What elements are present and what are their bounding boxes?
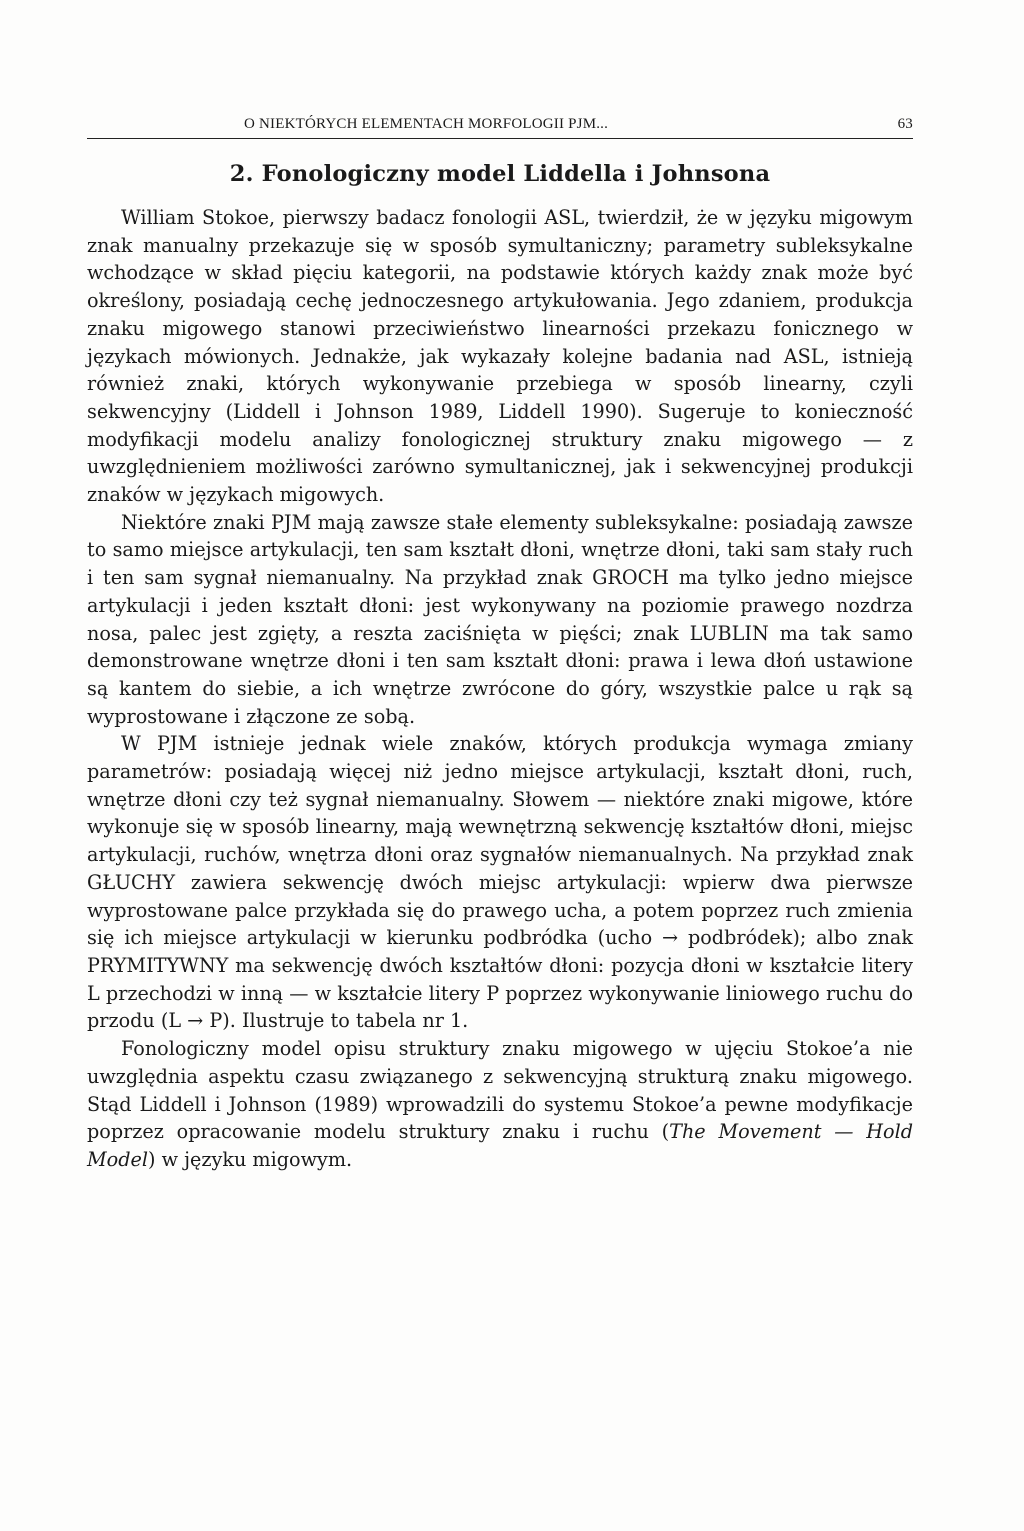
running-header xyxy=(87,112,913,139)
paragraph-4-text-end: ) w języku migowym. xyxy=(147,1147,353,1171)
running-title: O NIEKTÓRYCH ELEMENTACH MORFOLOGII PJM... xyxy=(244,116,609,132)
paragraph-4-text-start: Fonologiczny model opisu struktury znaku migowego w ujęciu Stokoe’a nie uwzględnia aspektu czasu związanego z sekwencyjną strukturą znaku migowego. Stąd Liddell i Johnson (1989) wprowadzili do systemu Stokoe’a pewne modyfikacje poprzez opracowanie modelu struktury znaku i ruchu ( xyxy=(87,1037,913,1144)
paragraph-3: W PJM istnieje jednak wiele znaków, których produkcja wymaga zmiany parametrów: posiadają więcej niż jedno miejsce artykulacji, kształt dłoni, ruch, wnętrze dłoni czy też sygnał niemanualny. Słowem — niektóre znaki migowe, które wykonuje się w sposób linearny, mają wewnętrzną sekwencję kształtów dłoni, miejsc artykulacji, ruchów, wnętrza dłoni oraz sygnałów niemanualnych. Na przykład znak GŁUCHY zawiera sekwencję dwóch miejsc artykulacji: wpierw dwa pierwsze wyprostowane palce przykłada się do prawego ucha, a potem poprzez ruch zmienia się ich miejsce artykulacji w kierunku podbródka (ucho → podbródek); albo znak PRYMITYWNY ma sekwencję dwóch kształtów dłoni: pozycja dłoni w kształcie litery L przechodzi w inną — w kształcie litery P poprzez wykonywanie liniowego ruchu do przodu (L → P). Ilustruje to tabela nr 1. xyxy=(87,732,913,1033)
page-number: 63 xyxy=(897,116,913,132)
section-title: 2. Fonologiczny model Liddella i Johnsona xyxy=(229,161,771,187)
paragraph-4 xyxy=(87,1035,913,1174)
model-name-italic: The Movement — Hold Model xyxy=(87,1120,913,1171)
body-text xyxy=(87,204,913,1174)
paragraph-2: Niektóre znaki PJM mają zawsze stałe elementy subleksykalne: posiadają zawsze to samo miejsce artykulacji, ten sam kształt dłoni, wnętrze dłoni, taki sam stały ruch i ten sam sygnał niemanualny. Na przykład znak GROCH ma tylko jedno miejsce artykulacji i jeden kształt dłoni: jest wykonywany na poziomie prawego nozdrza nosa, palec jest zgięty, a reszta zaciśnięta w pięści; znak LUBLIN ma tak samo demonstrowane wnętrze dłoni i ten sam kształt dłoni: prawa i lewa dłoń ustawione są kantem do siebie, a ich wnętrze zwrócone do góry, wszystkie palce u rąk są wyprostowane i złączone ze sobą. xyxy=(87,510,913,728)
paragraph-1: William Stokoe, pierwszy badacz fonologii ASL, twierdził, że w języku migowym znak manualny przekazuje się w sposób symultaniczny; parametry subleksykalne wchodzące w skład pięciu kategorii, na podstawie których każdy znak może być określony, posiadają cechę jednoczesnego artykułowania. Jego zdaniem, produkcja znaku migowego stanowi przeciwieństwo linearności przekazu fonicznego w językach mówionych. Jednakże, jak wykazały kolejne badania nad ASL, istnieją również znaki, których wykonywanie przebiega w sposób linearny, czyli sekwencyjny (Liddell i Johnson 1989, Liddell 1990). Sugeruje to konieczność modyfikacji modelu analizy fonologicznej struktury znaku migowego — z uwzględnieniem możliwości zarówno symultanicznej, jak i sekwencyjnej produkcji znaków w językach migowych. xyxy=(87,206,913,507)
